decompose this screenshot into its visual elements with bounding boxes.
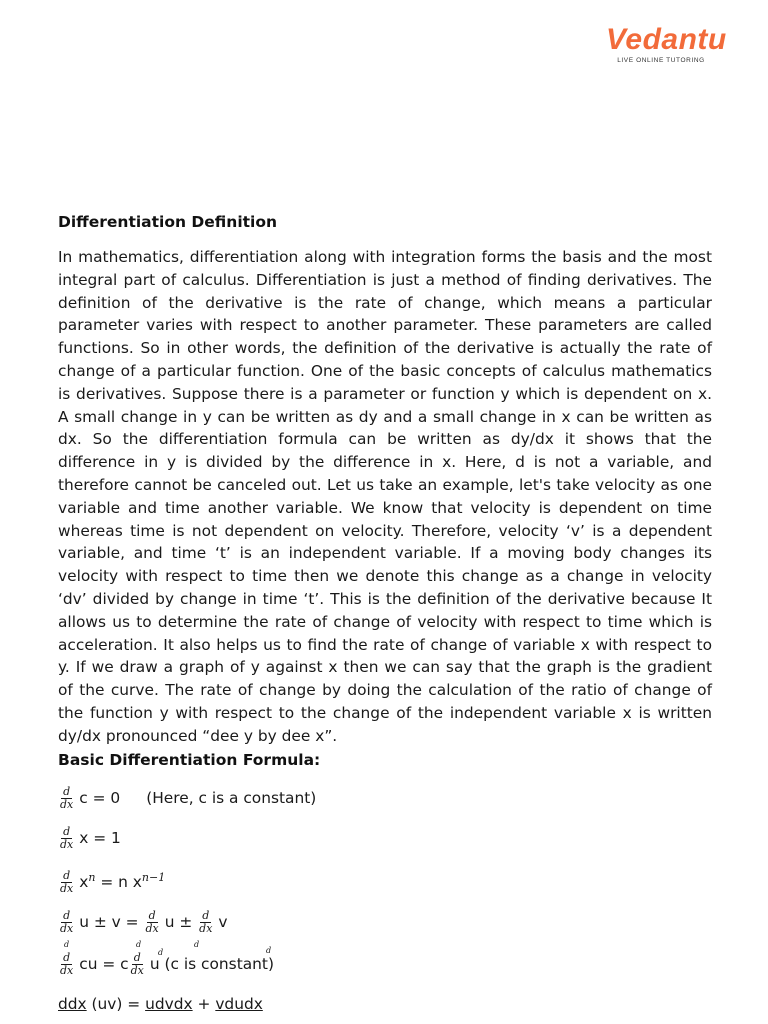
vedantu-logo [606, 23, 727, 64]
derivative-operator: $\frac{d}{dx}$ [199, 909, 213, 935]
overlap-artifact: d [158, 948, 164, 957]
logo-wordmark: Vedantu [606, 23, 727, 56]
derivative-operator: $\frac{d}{dx}$ [60, 909, 74, 935]
section-heading-definition: Differentiation Definition [58, 213, 278, 231]
formula-constant-multiple: $\frac{d}{dx}$ cu = c $\frac{d}{dx}$ u (c is constant) [60, 951, 274, 977]
overlap-artifact: d [64, 940, 70, 949]
formula-identity: $\frac{d}{dx}$ x = 1 [60, 825, 121, 851]
overlap-artifact: d [136, 940, 142, 949]
overlap-artifact: d [266, 946, 272, 955]
derivative-operator: $\frac{d}{dx}$ [130, 951, 144, 977]
formula-product-rule-partial: ddx (uv) = udvdx + vdudx [58, 995, 263, 1013]
overlap-artifact: d [194, 940, 200, 949]
derivative-operator: $\frac{d}{dx}$ [145, 909, 159, 935]
logo-tagline: LIVE ONLINE TUTORING [617, 57, 705, 64]
formula-note: (Here, c is a constant) [146, 789, 317, 807]
derivative-operator: $\frac{d}{dx}$ [60, 785, 74, 811]
derivative-operator: $\frac{d}{dx}$ [60, 825, 74, 851]
formula-power-rule: $\frac{d}{dx}$ $x^n = n$ $x^{n-1}$ [60, 869, 166, 896]
formula-sum-rule: $\frac{d}{dx}$ u ± v = $\frac{d}{dx}$ u ± $\frac{d}{dx}$ v [60, 909, 228, 935]
definition-paragraph: In mathematics, differentiation along with integration forms the basis and the most integral part of calculus. Differentiation is just a method of finding derivatives. The definition of the derivative is the rate of change, which means a particular parameter varies with respect to another parameter. These parameters are called functions. So in other words, the definition of the derivative is actually the rate of change of a particular function. One of the basic concepts of calculus mathematics is derivatives. Suppose there is a parameter or function y which is dependent on x. A small change in y can be written as dy and a small change in x can be written as dx. So the differentiation formula can be written as dy/dx it shows that the difference in y is divided by the difference in x. Here, d is not a variable, and therefore cannot be canceled out. Let us take an example, let's take velocity as one variable and time another variable. We know that velocity is dependent on time whereas time is not dependent on velocity. Therefore, velocity ‘v’ is a dependent variable, and time ‘t’ is an independent variable. If a moving body changes its velocity with respect to time then we denote this change as a change in velocity ‘dv’ divided by change in time ‘t’. This is the definition of the derivative because It allows us to determine the rate of change of velocity with respect to time which is acceleration. It also helps us to find the rate of change of variable x with respect to y. If we draw a graph of y against x then we can say that the graph is the gradient of the curve. The rate of change by doing the calculation of the ratio of change of the function y with respect to the change of the independent variable x is written dy/dx pronounced “dee y by dee x”. [58, 248, 712, 745]
derivative-operator: $\frac{d}{dx}$ [60, 951, 74, 977]
section-heading-formulas: Basic Differentiation Formula: [58, 751, 321, 769]
formula-constant: $\frac{d}{dx}$ c = 0 (Here, c is a constant) [60, 785, 317, 811]
derivative-operator: $\frac{d}{dx}$ [60, 869, 74, 896]
